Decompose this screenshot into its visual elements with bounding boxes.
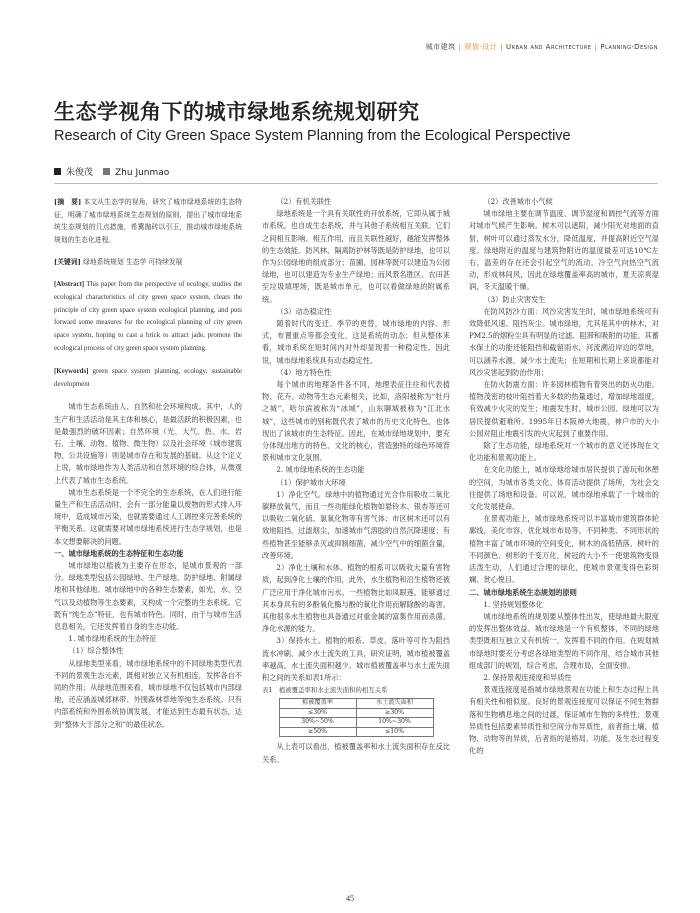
running-header xyxy=(426,42,658,52)
body-paragraph: 景观连接度是指城市绿地景观在功能上和生态过程上具有相关性和相似度。良好的景观连接度可以保证不同生物群落和生物栖息地之间的过渡，保证城市生物的多样性；景观异质性包括要素异质性和空间分布异质性，前者指土壤、植物、动物等的异质，后者指的是格局、功能、及生态过程变化的 xyxy=(469,685,659,756)
header-divider: | xyxy=(594,43,598,51)
keywords-cn-text: 绿地系统规划 生态学 可持续发展 xyxy=(83,258,183,267)
subsection-heading: 1. 坚持规划整体化 xyxy=(483,599,543,609)
subsection-heading: （1）综合整体性 xyxy=(68,646,124,656)
body-paragraph: 城市绿地系统的规划要从整体性出发，使绿地最大限度的发挥出整体效益。城市绿地是一个有机整体，不同的绿地类型既相互独立又有机统一，发挥着不同的作用。在规划城市绿地时要充分考虑各绿地类型的不同作用，结合城市其他组成部门的规划，综合考虑，合理布局，全面安排。 xyxy=(469,611,659,670)
subsection-heading: （2）有机关联性 xyxy=(276,197,332,206)
abstract-en xyxy=(54,279,242,356)
table-header-row xyxy=(279,699,433,709)
body-paragraph: 在防火防震方面：许多园林植物有着突出的防火功能。植物茂密的枝叶阻挡着大多数的热量通过，增加绿地湿度，有效减少火灾的发生；地震发生时，城市公园、绿地可以为居民提供避难所。1995年日本阪神大地震，神户市的大小公园对阻止地震引发的火灾起到了重要作用。 xyxy=(469,380,659,438)
data-table xyxy=(279,698,434,737)
table-cell: ≤30% xyxy=(279,708,356,718)
header-divider: | xyxy=(500,43,504,51)
subsection-heading: 2. 保持景观连接度和异质性 xyxy=(483,672,572,682)
column-3 xyxy=(469,196,659,757)
table-caption: 表1 植被覆盖率和水土流失面积的相互关系 xyxy=(262,686,388,695)
body-paragraph: 城市绿地主要在调节温度、调节湿度和调控气流等方面对城市气候产生影响。树木可以遮阳，减少阳光对地面的直射，树叶可以通过蒸发水分，降低温度，并提高附近空气湿度。绿地附近的温度与建筑物附近的温度最差可达10℃左右，温差的存在还会引起空气的流动，冷空气向热空气流动，形成林间风，因此在绿地覆盖率高的城市，夏天凉爽湿润，冬天温暖干燥。 xyxy=(469,209,659,292)
table-cell: ≥50% xyxy=(279,727,356,737)
column-1 xyxy=(54,196,242,731)
body-paragraph: 绿地系统是一个具有关联性的开放系统，它即从属于城市系统，也自成生态系统，并与其他子系统相互关联。它们之间相互影响、相互作用，而且关联性越好，越能发挥整体的生态效能。防风林、隔离防护林等既是防护绿地，也可以作为公园绿地的组成部分；苗圃、园林等既可以建造为公园绿地，也可以建造为专业生产绿地；而风景名胜区、农田甚至垃圾填埋场，既是城市单元，也可以看做绿地的附属系统。 xyxy=(262,209,450,304)
body-paragraph: 在防风防沙方面：风沙灾害发生时，城市绿地系统可有效降低风速、阻挡灰尘。城市绿地，尤其是其中的林木，对PM2.5的烟粉尘具有明显的过滤、阻滞和吸附的功能。其蓄水保土的功能还能阻挡和截留雨水，河流溯沿岸边的草地，可以涵养水源，减少水土流失；在短期和长期上来说都能对风沙灾害起到防治作用； xyxy=(469,306,659,377)
header-subsection-cn: 规划·设计 xyxy=(464,43,498,51)
title-divider xyxy=(54,183,658,184)
body-paragraph: 每个城市的地理条件各不同，地理表征往往和代表植物、花卉、动物等生态元素相关，比如，洛阳被称为“牡丹之城”，哈尔滨被称为“冰城”，山东聊城被称为“江北水城”，这些城市的别称既代表了城市的历史文化特色，也体现出了该城市的生态特征。因此，在城市绿地规划中，要充分体现出地方的特色、文化的核心，营造独特的绿色环境背景和城市文化氛围。 xyxy=(262,380,450,463)
section-heading: 二、城市绿地系统生态规划的原则 xyxy=(469,587,577,597)
abstract-en-text: This paper from the perspective of ecology, studies the ecological characteristics of city green space system, clears the principle of city green space system ecological planning, and puts forward some measures for the ecological planning of city green space system, hoping to cast a brick to attract jade, promote the ecological process of city green space system planning. xyxy=(54,280,242,352)
subsection-heading: （3）防止灾害发生 xyxy=(483,294,546,304)
keywords-en-label: [Keywords] xyxy=(54,367,89,375)
header-section-cn: 城市建筑 xyxy=(425,43,456,51)
author-cn: 朱俊茂 xyxy=(66,168,94,178)
abstract-cn-text: 本文从生态学的视角，研究了城市绿地系统的生态特征，明确了城市绿地系统生态规划的原则，提出了城市绿地系统生态规划的几点措施，希冀抛砖以引玉，推动城市绿地系统规划的生态化进程。 xyxy=(54,198,242,244)
body-paragraph: 城市生态系统是一个不完全的生态系统，在人们进行能量生产和生活活动时，会有一部分能量以废物的形式排入环境中，造成城市污染，也就需要通过人工调控来完善系统的平衡关系。这就需要对城市绿地系统进行生态学规划，也是本文想要解决的问题。 xyxy=(54,487,242,546)
keywords-en-text: green space system planning, ecology, sustainable development xyxy=(54,367,242,388)
body-paragraph: 从上表可以看出，植被覆盖率和水土流失面积存在反比关系。 xyxy=(262,742,450,764)
header-subsection-en: Planning·Design xyxy=(600,43,658,51)
section-heading: 一、城市绿地系统的生态特征和生态功能 xyxy=(54,548,184,558)
body-paragraph: 城市生态系统由人、自然和社会环境构成。其中，人的生产和生活活动是其主体和核心，是最活跃的积极因素，也是最强烈的破坏因素；自然环境（光、大气、热、水、岩石、土壤、动物、植物、微生物）以及社会环境（城市建筑物、公共设施等）则是城市存在和发展的基础。从这个定义上说，城市绿地作为人类活动和自然环境的综合体，从微观上代表了城市生态系统。 xyxy=(54,402,242,485)
body-paragraph: 在文化功能上，城市绿地给城市居民提供了游玩和休憩的空间，为城市各类文化、体育活动提供了场所，为社会交往提供了场地和设备。可以说，城市绿地承载了一个城市的文化发展使命。 xyxy=(469,465,659,512)
keywords-en xyxy=(54,366,242,392)
subsection-heading: （1）保护城市大环境 xyxy=(276,477,346,487)
header-divider: | xyxy=(458,43,462,51)
header-section-en: Urban and Architecture xyxy=(506,43,592,51)
body-paragraph: 1）净化空气。绿地中的植物通过光合作用吸收二氧化碳释放氧气，而且一些功能绿化植物如悬铃木、银杏等还可以吸收二氧化硫、氯氧化物等有害气体；市区树木还可以有效地阻挡、过滤烟尘，加速城市气溶胶的自然沉降速度；有些植物甚至能够杀灭或抑制细菌，减少空气中的细菌含量，改善环境。 xyxy=(262,489,450,560)
table-row xyxy=(279,718,433,728)
keywords-cn-label: [关键词] xyxy=(54,258,81,267)
abstract-cn-label: [摘 要] xyxy=(54,198,82,206)
body-paragraph: 随着时代的变迁、季节的更替，城市绿地的内容、形式，布置重点等都会变化，这是系统的动态；但从整体来看，城市系统在短时间内对外却显现着一种稳定性。因此说，城市绿地系统具有动态稳定性。 xyxy=(262,319,450,365)
subsection-heading: 2. 城市绿地系统的生态功能 xyxy=(276,465,365,475)
table-cell: ≥30% xyxy=(356,708,433,718)
author-en: Zhu Junmao xyxy=(115,168,170,178)
table-header-cell: 植被覆盖率 xyxy=(279,699,356,709)
paper-title-en: Research of City Green Space System Planning from the Ecological Perspective xyxy=(54,128,571,144)
paper-title-cn: 生态学视角下的城市绿地系统规划研究 xyxy=(54,100,420,124)
abstract-en-label: [Abstract] xyxy=(54,280,85,288)
subsection-heading: （2）改善城市小气候 xyxy=(483,197,553,206)
bullet-square-icon xyxy=(103,168,110,175)
body-paragraph: 城市绿地以植被为主要存在形态，是城市景观的一部分。绿地类型包括公园绿地、生产绿地、防护绿地、附属绿地和其他绿地。城市绿地中的各种生态要素，如光、水、空气以及动植物等生态要素，又构成一个完整的生态系统。它既有“纯生态”特征，也有城市特色。同时，由于与城市生活息息相关，它还发挥着自身的生态功能。 xyxy=(54,560,242,631)
table-cell: 30%~50% xyxy=(279,718,356,728)
body-paragraph: 从绿地类型来看，城市绿地系统中的不同绿地类型代表不同的景观生态元素，既相对独立又有机相连，发挥各自不同的作用；从绿地范围来看，城市绿地不仅包括城市内部绿地，还应涵盖城郊林带、外围森林草地等纯生态系统。只有内部系统和外围系统协调发展，才能达到生态最有状态，达到“整体大于部分之和”的最佳状态。 xyxy=(54,658,242,729)
table-cell: ≤10% xyxy=(356,727,433,737)
subsection-heading: （4）地方特色性 xyxy=(276,367,332,377)
table-cell: 10%~30% xyxy=(356,718,433,728)
subsection-heading: （3）动态稳定性 xyxy=(276,306,332,316)
body-paragraph: 3）保持水土。植物的根系、草皮、落叶等可作为阻挡流水冲刷、减少水土流失的工具，研究证明，城市植被覆盖率越高，水土流失面积越少。城市植被覆盖率与水土流失面积之间的关系如表1所示： xyxy=(262,636,450,682)
table-header-cell: 水土流失面积 xyxy=(356,699,433,709)
subsection-heading: 1. 城市绿地系统的生态特征 xyxy=(68,634,157,644)
body-paragraph: 2）净化土壤和水体。植物的根系可以吸收大量有害物质，起到净化土壤的作用，此外，水生植物和沿生植物还被广泛应用于净化城市污水。一些植物比如凤眼莲，能够通过其本身具有的多酚氧化酶与酚的氧化作用而解除酚的毒害。其他很多水生植物也具备通过对重金属的富集作用而杀菌、净化水源的能力。 xyxy=(262,563,450,634)
body-paragraph: 除了生态功能，绿地系统对一个城市的意义还体现在文化功能和景观功能上。 xyxy=(469,441,659,463)
abstract-cn xyxy=(54,196,242,246)
author-line xyxy=(54,165,169,178)
body-paragraph: 在景观功能上，城市绿地系统可以丰富城市建筑群体轮廓线，美化市容，优化城市布局等。不同种类、不同形状的植物丰富了城市环境的空间变化，树木的高低错落、树叶的不同颜色、树形的千变万化，树冠的大小不一使建筑物变得活泼生动，人们通过合理的绿化，使城市景观变得色彩斑斓、赏心悦目。 xyxy=(469,514,659,585)
page-number: 45 xyxy=(346,894,354,903)
bullet-square-icon xyxy=(54,168,61,175)
column-2 xyxy=(262,196,450,766)
table-row xyxy=(279,727,433,737)
keywords-cn xyxy=(54,256,242,269)
table-row xyxy=(279,708,433,718)
